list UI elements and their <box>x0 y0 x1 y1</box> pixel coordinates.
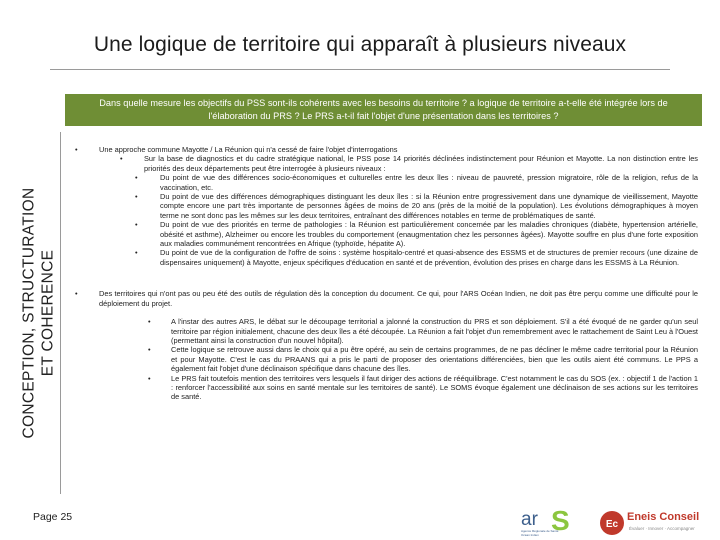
bullet-icon: • <box>120 154 123 164</box>
bullet-text: A l'instar des autres ARS, le débat sur le découpage territorial a jalonné la construction du PRS et son déploiement. S'il a été évoqué de ne garder qu'un seul territoire par région initialement, chacune des deux îles a été découpée. La Réunion a fait l'objet d'un remembrement avec le rattachement de Saint Leu à l'Ouest (permettant ainsi la construction d'un nouvel hôpital). <box>171 317 698 345</box>
bullet-level2 <box>72 154 700 173</box>
ars-logo-s: S <box>551 505 570 536</box>
ars-logo-letters: ar <box>521 509 538 530</box>
eneis-logo-icon <box>599 510 625 536</box>
bullet-icon: • <box>148 345 151 355</box>
bullet-icon: • <box>135 248 138 258</box>
bullet-icon: • <box>135 173 138 183</box>
page-number: Page 25 <box>33 511 73 523</box>
bullet-text: Du point de vue de la configuration de l'offre de soins : système hospitalo-centré et quasi-absence des ESSMS et de structures de premier recours (une dizaine de dispensaires uniquement) à Mayotte, enjeux spécifiques d'éducation en santé et de prévention, évolution des prises en charge dans les ESSMS à La Réunion. <box>160 248 698 267</box>
guiding-question-banner <box>65 94 702 126</box>
bullet-text: Le PRS fait toutefois mention des territoires vers lesquels il faut diriger des actions de rééquilibrage. C'est notamment le cas du SOS (ex. : objectif 1 de l'action 1 : renforcer l'accessibilité aux soins en santé mentale sur les territoires de santé). Le SOMS évoque également une déclinaison de ses actions sur les territoires de santé. <box>171 373 698 402</box>
bullet-text: Du point de vue des différences socio-économiques et culturelles entre les deux îles : niveau de pauvreté, pression migratoire, rôle de la religion, refus de la vaccination, etc. <box>160 173 698 192</box>
section-label <box>17 132 59 494</box>
bullet-icon: • <box>75 145 78 154</box>
bullet-icon: • <box>148 373 151 383</box>
slide-title: Une logique de territoire qui apparaît à plusieurs niveaux <box>93 33 627 56</box>
ars-logo <box>520 505 580 539</box>
bullet-text: Cette logique se retrouve aussi dans le choix qui a pu être opéré, au sein de certains programmes, de ne pas décliner le même cadre territorial pour la Réunion et pour Mayotte. C'est le cas du PRAANS qui a pris le parti de proposer des orientations différenciées, bien que les outils aient été communs. Le PPS a également fait l'objet d'une déclinaison spécifique dans chacune des îles. <box>171 345 698 374</box>
bullet-icon: • <box>135 220 138 230</box>
bullet-level3 <box>72 220 700 248</box>
bullet-text: Des territoires qui n'ont pas ou peu été des outils de régulation dès la conception du document. Ce qui, pour l'ARS Océan Indien, ne doit pas être perçu comme une difficulté pour le déploiement du projet. <box>99 289 698 308</box>
bullet-level1 <box>72 289 700 308</box>
bullet-icon: • <box>148 317 151 327</box>
slide-body <box>72 145 700 402</box>
bullet-level1 <box>72 145 700 154</box>
bullet-level3 <box>72 192 700 220</box>
eneis-logo-mark: Ec <box>605 519 619 530</box>
eneis-conseil-logo <box>597 508 709 538</box>
bullet-level3 <box>72 248 700 267</box>
bullet-text: Une approche commune Mayotte / La Réunion qui n'a cessé de faire l'objet d'interrogations <box>99 145 398 154</box>
eneis-logo-tagline: Évaluer · Innover · Accompagner <box>629 526 695 531</box>
bullet-text: Du point de vue des différences démographiques distinguant les deux îles : si la Réunion entre progressivement dans une dynamique de vieillissement, Mayotte compte encore une part très importante de personnes âgées de moins de 20 ans (près de la moitié de la population). Les évolutions démographiques à moyen terme ne sont donc pas les mêmes sur les deux territoires, entraînant des différences notables en terme de problématiques de santé. <box>160 192 698 220</box>
ars-logo-caption-1: Agence Régionale de Santé <box>521 529 559 533</box>
title-divider <box>50 69 670 70</box>
bullet-level2 <box>72 374 700 402</box>
bullet-level2 <box>72 345 700 373</box>
bullet-level2 <box>72 317 700 345</box>
ars-logo-caption-2: Océan Indien <box>521 533 539 537</box>
eneis-logo-name: Eneis Conseil <box>627 511 700 523</box>
guiding-question-text: Dans quelle mesure les objectifs du PSS sont-ils cohérents avec les besoins du territoire ? a logique de territoire a-t-elle été intégrée lors de l'élaboration du PRS ? Le PRS a-t-il fait l'objet d'une présentation dans les territoires ? <box>99 98 668 121</box>
bullet-text: Sur la base de diagnostics et du cadre stratégique national, le PSS pose 14 priorités déclinées indistinctement pour Réunion et Mayotte. La non distinction entre les priorités des deux départements peut être interrogée à plusieurs niveaux : <box>144 154 698 173</box>
section-label-line2: ET COHERENCE <box>39 249 56 377</box>
bullet-icon: • <box>135 192 138 202</box>
ars-logo-mark <box>520 505 580 539</box>
bullet-level3 <box>72 173 700 192</box>
bullet-text: Du point de vue des priorités en terme de pathologies : la Réunion est particulièrement concernée par les maladies chroniques (diabète, hypertension artérielle, obésité et asthme), Alzheimer ou encore les troubles du comportement (enaugmentation chez les personnes âgées). Mayotte souffre en plus d'une forte exposition aux maladies communément rencontrées en Afrique (typhoïde, hépatite A). <box>160 220 698 249</box>
section-label-line1: CONCEPTION, STRUCTURATION <box>20 187 37 439</box>
bullet-icon: • <box>75 289 78 299</box>
